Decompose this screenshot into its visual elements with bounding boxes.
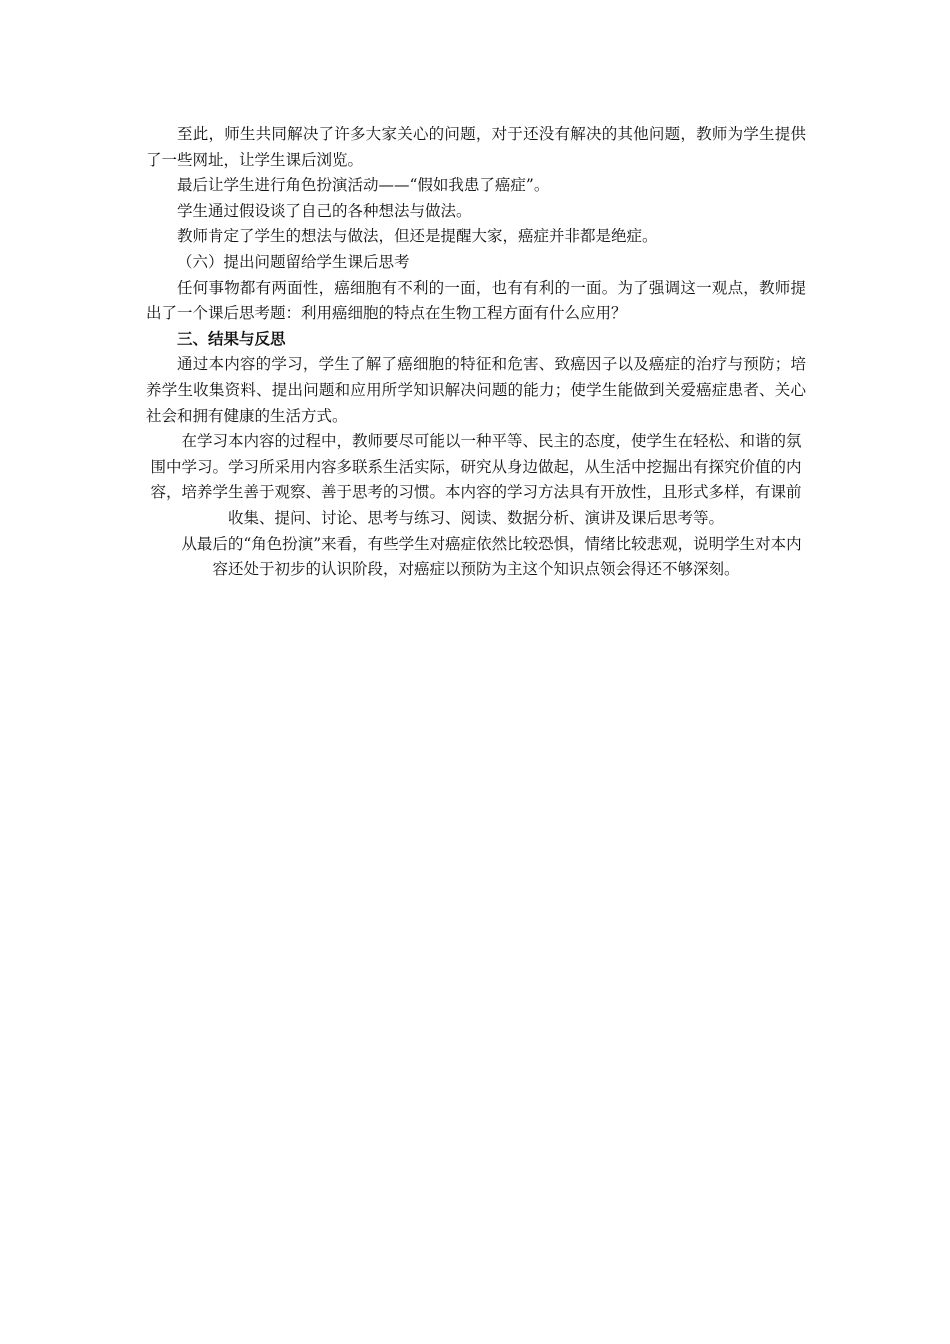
- paragraph-role-play: 最后让学生进行角色扮演活动——“假如我患了癌症”。: [177, 176, 550, 195]
- subheading-after-class-question: （六）提出问题留给学生课后思考: [177, 252, 410, 271]
- paragraph-learning-outcomes: 通过本内容的学习，学生了解了癌细胞的特征和危害、致癌因子以及癌症的治疗与预防；培养学生收集资料、提出问题和应用所学知识解决问题的能力；使学生能做到关爱癌症患者、关心社会和拥有健康的生活方式。: [146, 355, 806, 425]
- paragraph-solved-problems: 至此，师生共同解决了许多大家关心的问题，对于还没有解决的其他问题，教师为学生提供了一些网址，让学生课后浏览。: [146, 125, 806, 169]
- paragraph-student-ideas: 学生通过假设谈了自己的各种想法与做法。: [177, 201, 472, 220]
- paragraph-role-play-observation: 从最后的“角色扮演”来看，有些学生对癌症依然比较恐惧，情绪比较悲观，说明学生对本内容还处于初步的认识阶段，对癌症以预防为主这个知识点领会得还不够深刻。: [181, 534, 802, 579]
- section-heading-results-reflection: 三、结果与反思: [177, 329, 286, 348]
- paragraph-teacher-affirmation: 教师肯定了学生的想法与做法，但还是提醒大家，癌症并非都是绝症。: [177, 227, 658, 246]
- paragraph-two-sides: 任何事物都有两面性，癌细胞有不利的一面，也有有利的一面。为了强调这一观点，教师提出了一个课后思考题：利用癌细胞的特点在生物工程方面有什么应用？: [146, 278, 806, 323]
- paragraph-learning-process: 在学习本内容的过程中，教师要尽可能以一种平等、民主的态度，使学生在轻松、和谐的氛围中学习。学习所采用内容多联系生活实际，研究从身边做起，从生活中挖掘出有探究价值的内容，培养学生善于观察、善于思考的习惯。本内容的学习方法具有开放性，且形式多样，有课前收集、提问、讨论、思考与练习、阅读、数据分析、演讲及课后思考等。: [150, 432, 802, 527]
- document-body: [146, 122, 806, 583]
